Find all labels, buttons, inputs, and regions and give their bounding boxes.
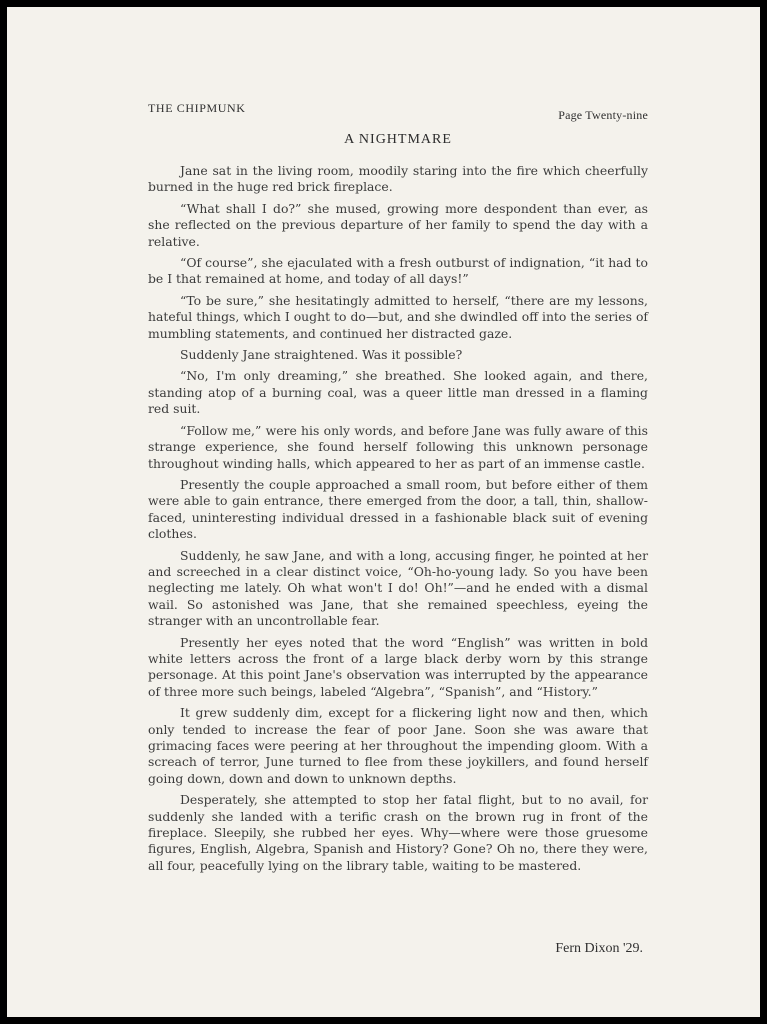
- running-header: [148, 101, 648, 131]
- story-paragraph: “Follow me,” were his only words, and before Jane was fully aware of this strange experience, she found herself following this unknown personage throughout winding halls, which appeared to her as part of an immense castle.: [148, 422, 648, 471]
- story-paragraph: Suddenly Jane straightened. Was it possible?: [180, 347, 463, 363]
- document-page: [7, 7, 760, 1017]
- story-paragraph: “What shall I do?” she mused, growing more despondent than ever, as she reflected on the previous departure of her family to spend the day with a relative.: [148, 200, 648, 249]
- story-paragraph: Presently her eyes noted that the word “English” was written in bold white letters across the front of a large black derby worn by this strange personage. At this point Jane's observation was interrupted by the appearance of three more such beings, labeled “Algebra”, “Spanish”, and “History.”: [148, 634, 648, 699]
- magazine-name: THE CHIPMUNK: [148, 101, 246, 115]
- story-paragraph: Presently the couple approached a small room, but before either of them were able to gain entrance, there emerged from the door, a tall, thin, shallow-faced, uninteresting individual dressed in a fashionable black suit of evening clothes.: [148, 476, 648, 542]
- story-paragraph: Jane sat in the living room, moodily staring into the fire which cheerfully burned in the huge red brick fireplace.: [148, 163, 648, 195]
- page-number: Page Twenty-nine: [558, 108, 648, 122]
- story-paragraph: Desperately, she attempted to stop her fatal flight, but to no avail, for suddenly she landed with a terific crash on the brown rug in front of the fireplace. Sleepily, she rubbed her eyes. Why—where were those gruesome figures, English, Algebra, Spanish and History? Gone? Oh no, there they were, all four, peacefully lying on the library table, waiting to be mastered.: [148, 792, 648, 873]
- story-paragraph: “No, I'm only dreaming,” she breathed. She looked again, and there, standing atop of a burning coal, was a queer little man dressed in a flaming red suit.: [148, 368, 648, 417]
- author-byline: Fern Dixon '29.: [555, 941, 643, 956]
- story-paragraph: “Of course”, she ejaculated with a fresh outburst of indignation, “it had to be I that remained at home, and today of all days!”: [148, 255, 648, 287]
- story-body: [148, 163, 648, 879]
- story-paragraph: Suddenly, he saw Jane, and with a long, accusing finger, he pointed at her and screeched in a clear distinct voice, “Oh-ho-young lady. So you have been neglecting me lately. Oh what won't I do! Oh!”—and he ended with a dismal wail. So astonished was Jane, that she remained speechless, eyeing the stranger with an uncontrollable fear.: [148, 547, 648, 629]
- story-title: A NIGHTMARE: [344, 132, 452, 147]
- story-paragraph: It grew suddenly dim, except for a flickering light now and then, which only tended to increase the fear of poor Jane. Soon she was aware that grimacing faces were peering at her throughout the impending gloom. With a screach of terror, June turned to flee from these joykillers, and found herself going down, down and down to unknown depths.: [148, 705, 648, 786]
- story-paragraph: “To be sure,” she hesitatingly admitted to herself, “there are my lessons, hateful things, which I ought to do—but, and she dwindled off into the series of mumbling statements, and continued her distracted gaze.: [148, 292, 648, 341]
